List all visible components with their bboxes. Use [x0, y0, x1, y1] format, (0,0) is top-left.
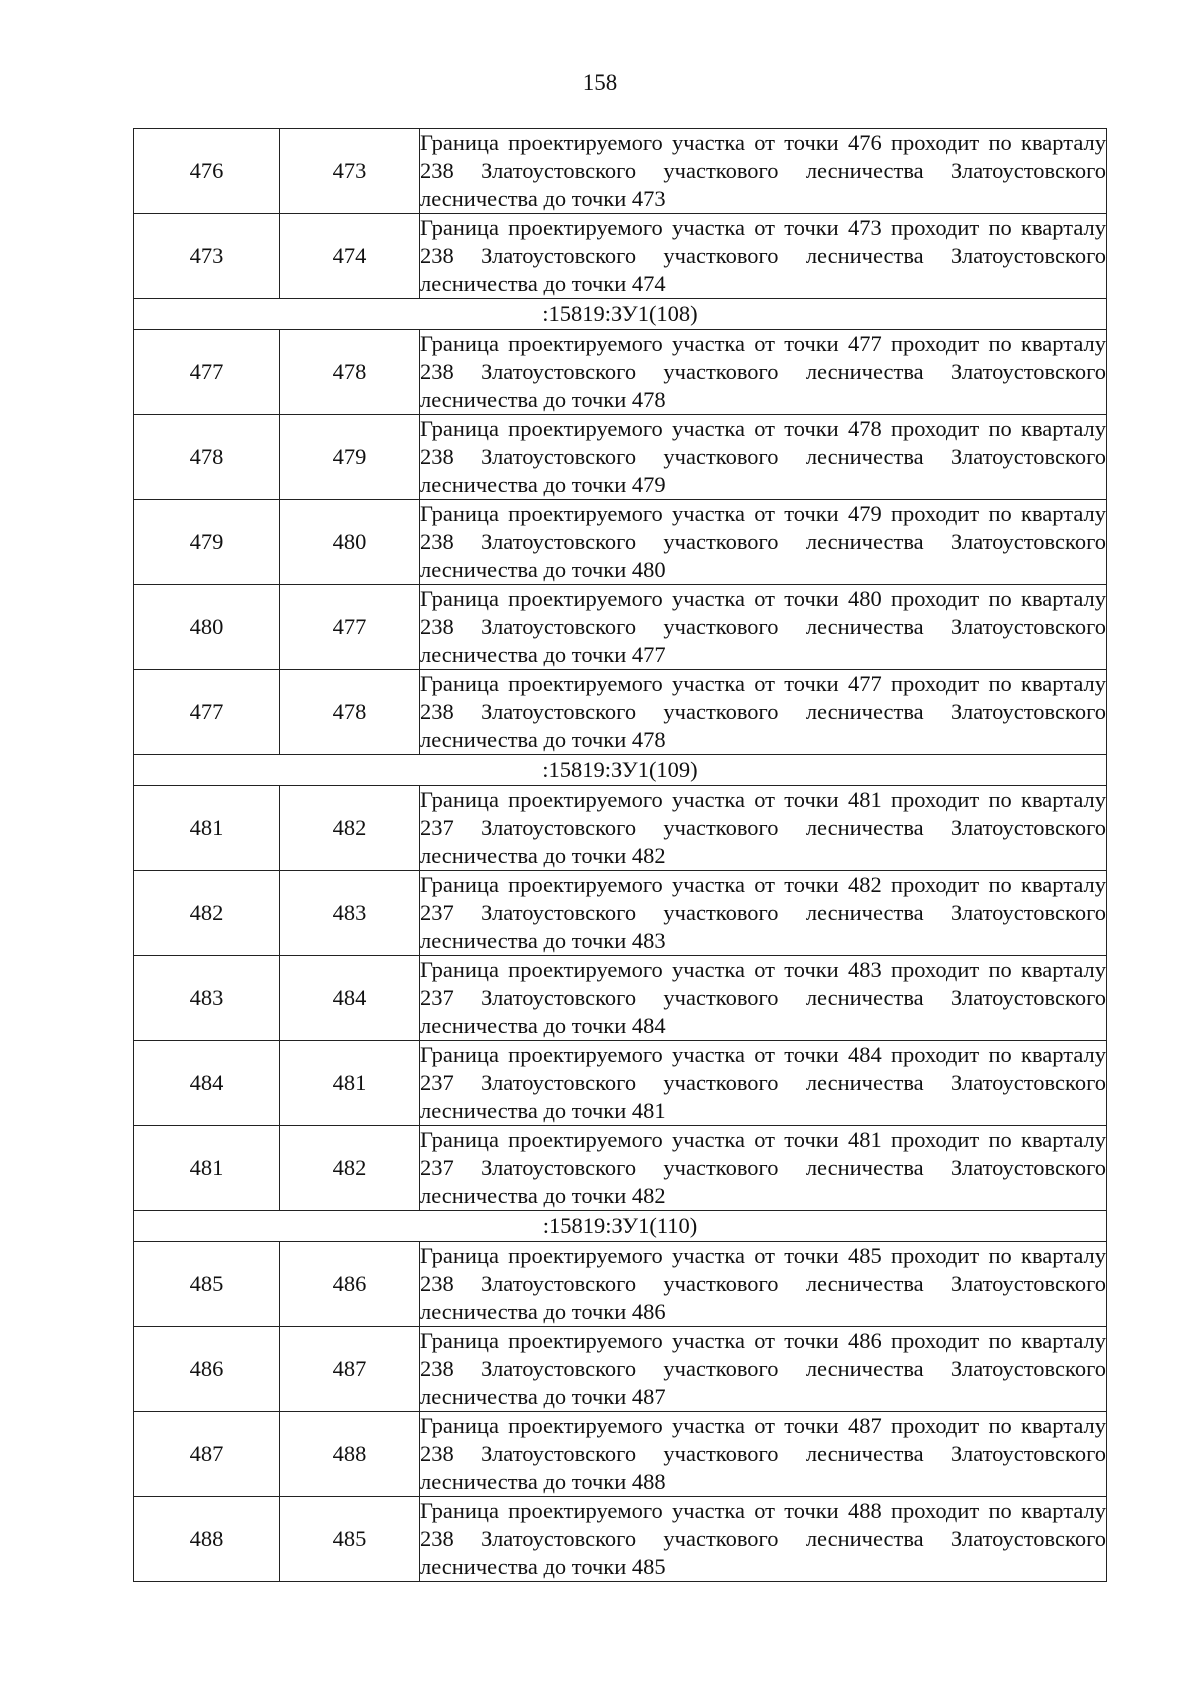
description-cell: Граница проектируемого участка от точки 476 проходит по кварталу 238 Златоустовского участкового лесничества Златоустовского лесничества до точки 473	[420, 129, 1107, 214]
from-point-cell: 487	[134, 1412, 280, 1497]
from-point-cell: 476	[134, 129, 280, 214]
table-row	[134, 330, 1107, 415]
table-row	[134, 871, 1107, 956]
from-point-cell: 477	[134, 670, 280, 755]
table-row	[134, 1242, 1107, 1327]
description-cell: Граница проектируемого участка от точки 484 проходит по кварталу 237 Златоустовского участкового лесничества Златоустовского лесничества до точки 481	[420, 1041, 1107, 1126]
section-row	[134, 299, 1107, 330]
from-point-cell: 484	[134, 1041, 280, 1126]
section-label: :15819:ЗУ1(108)	[134, 299, 1107, 330]
description-cell: Граница проектируемого участка от точки 487 проходит по кварталу 238 Златоустовского участкового лесничества Златоустовского лесничества до точки 488	[420, 1412, 1107, 1497]
to-point-cell: 487	[280, 1327, 420, 1412]
description-cell: Граница проектируемого участка от точки 477 проходит по кварталу 238 Златоустовского участкового лесничества Златоустовского лесничества до точки 478	[420, 330, 1107, 415]
to-point-cell: 479	[280, 415, 420, 500]
description-cell: Граница проектируемого участка от точки 481 проходит по кварталу 237 Златоустовского участкового лесничества Златоустовского лесничества до точки 482	[420, 786, 1107, 871]
from-point-cell: 477	[134, 330, 280, 415]
description-cell: Граница проектируемого участка от точки 480 проходит по кварталу 238 Златоустовского участкового лесничества Златоустовского лесничества до точки 477	[420, 585, 1107, 670]
description-cell: Граница проектируемого участка от точки 479 проходит по кварталу 238 Златоустовского участкового лесничества Златоустовского лесничества до точки 480	[420, 500, 1107, 585]
to-point-cell: 485	[280, 1497, 420, 1582]
description-cell: Граница проектируемого участка от точки 478 проходит по кварталу 238 Златоустовского участкового лесничества Златоустовского лесничества до точки 479	[420, 415, 1107, 500]
from-point-cell: 486	[134, 1327, 280, 1412]
table-row	[134, 214, 1107, 299]
table-row	[134, 415, 1107, 500]
from-point-cell: 482	[134, 871, 280, 956]
table-row	[134, 786, 1107, 871]
to-point-cell: 482	[280, 786, 420, 871]
to-point-cell: 474	[280, 214, 420, 299]
table-row	[134, 1126, 1107, 1211]
to-point-cell: 481	[280, 1041, 420, 1126]
page-number: 158	[582, 70, 618, 95]
boundary-table-body	[134, 129, 1107, 1582]
table-row	[134, 1327, 1107, 1412]
to-point-cell: 484	[280, 956, 420, 1041]
table-row	[134, 500, 1107, 585]
table-row	[134, 1412, 1107, 1497]
boundary-table	[133, 128, 1107, 1582]
to-point-cell: 486	[280, 1242, 420, 1327]
table-row	[134, 1497, 1107, 1582]
from-point-cell: 480	[134, 585, 280, 670]
table-row	[134, 670, 1107, 755]
description-cell: Граница проектируемого участка от точки 481 проходит по кварталу 237 Златоустовского участкового лесничества Златоустовского лесничества до точки 482	[420, 1126, 1107, 1211]
table-row	[134, 1041, 1107, 1126]
from-point-cell: 485	[134, 1242, 280, 1327]
table-row	[134, 956, 1107, 1041]
to-point-cell: 478	[280, 330, 420, 415]
description-cell: Граница проектируемого участка от точки 483 проходит по кварталу 237 Златоустовского участкового лесничества Златоустовского лесничества до точки 484	[420, 956, 1107, 1041]
from-point-cell: 481	[134, 1126, 280, 1211]
to-point-cell: 480	[280, 500, 420, 585]
description-cell: Граница проектируемого участка от точки 477 проходит по кварталу 238 Златоустовского участкового лесничества Златоустовского лесничества до точки 478	[420, 670, 1107, 755]
section-label: :15819:ЗУ1(109)	[134, 755, 1107, 786]
to-point-cell: 482	[280, 1126, 420, 1211]
from-point-cell: 473	[134, 214, 280, 299]
description-cell: Граница проектируемого участка от точки 488 проходит по кварталу 238 Златоустовского участкового лесничества Златоустовского лесничества до точки 485	[420, 1497, 1107, 1582]
description-cell: Граница проектируемого участка от точки 473 проходит по кварталу 238 Златоустовского участкового лесничества Златоустовского лесничества до точки 474	[420, 214, 1107, 299]
from-point-cell: 481	[134, 786, 280, 871]
section-row	[134, 1211, 1107, 1242]
description-cell: Граница проектируемого участка от точки 485 проходит по кварталу 238 Златоустовского участкового лесничества Златоустовского лесничества до точки 486	[420, 1242, 1107, 1327]
to-point-cell: 477	[280, 585, 420, 670]
to-point-cell: 483	[280, 871, 420, 956]
description-cell: Граница проектируемого участка от точки 482 проходит по кварталу 237 Златоустовского участкового лесничества Златоустовского лесничества до точки 483	[420, 871, 1107, 956]
table-row	[134, 585, 1107, 670]
to-point-cell: 488	[280, 1412, 420, 1497]
to-point-cell: 478	[280, 670, 420, 755]
from-point-cell: 483	[134, 956, 280, 1041]
from-point-cell: 478	[134, 415, 280, 500]
section-label: :15819:ЗУ1(110)	[134, 1211, 1107, 1242]
section-row	[134, 755, 1107, 786]
description-cell: Граница проектируемого участка от точки 486 проходит по кварталу 238 Златоустовского участкового лесничества Златоустовского лесничества до точки 487	[420, 1327, 1107, 1412]
table-row	[134, 129, 1107, 214]
to-point-cell: 473	[280, 129, 420, 214]
from-point-cell: 488	[134, 1497, 280, 1582]
from-point-cell: 479	[134, 500, 280, 585]
